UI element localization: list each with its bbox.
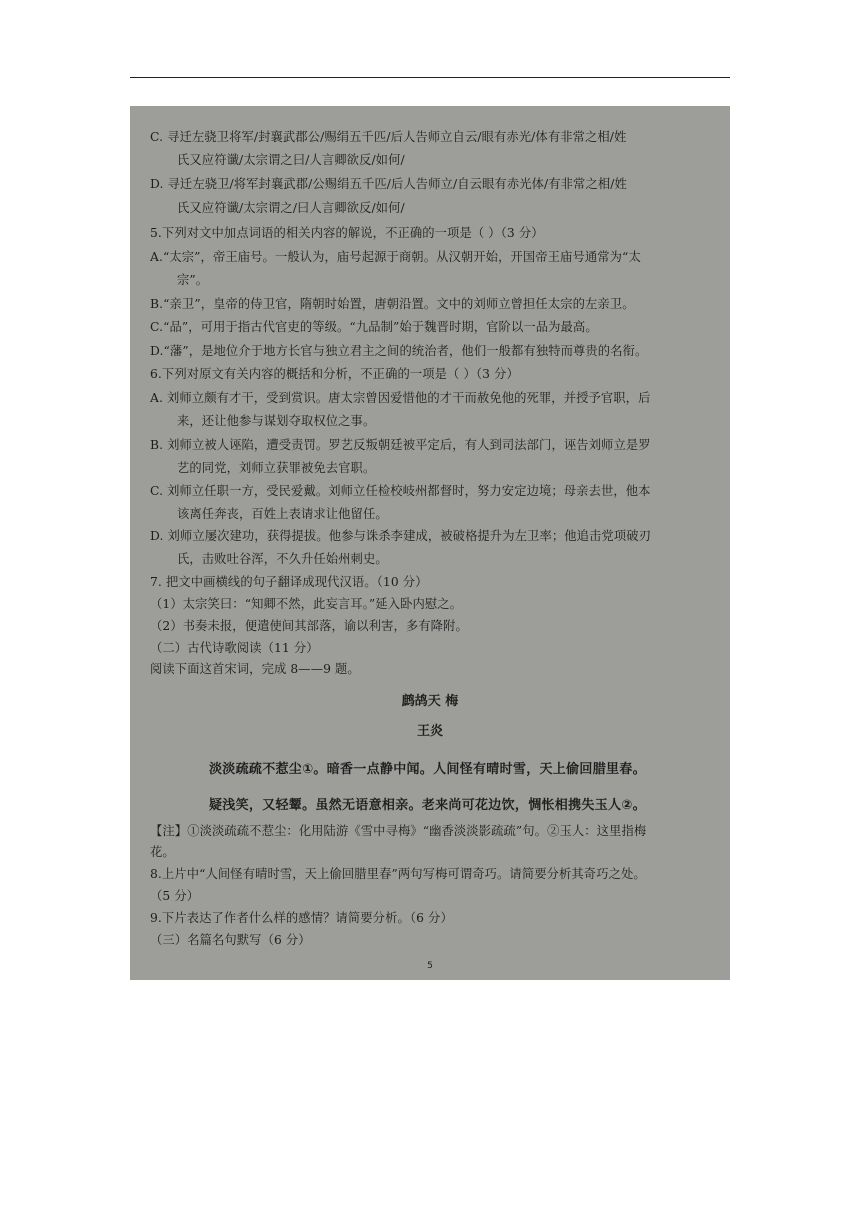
- q9: 9.下片表达了作者什么样的感情？请简要分析。（6 分）: [150, 911, 453, 925]
- section3-heading: （三）名篇名句默写（6 分）: [150, 933, 311, 947]
- q6-option-a-line2: 来，还让他参与谋划夺取权位之事。: [177, 414, 376, 428]
- q7-sentence-1: （1）太宗笑曰：“知卿不然，此妄言耳。”延入卧内慰之。: [150, 597, 463, 611]
- q6-option-c-line2: 该离任奔丧，百姓上表请求让他留任。: [177, 507, 388, 521]
- q4-option-c-line1: C. 寻迁左骁卫将军/封襄武郡公/赐绢五千匹/后人告师立自云/眼有赤光/体有非常之相/姓: [150, 130, 627, 144]
- q5-option-a-line1: A.“太宗”，帝王庙号。一般认为，庙号起源于商朝。从汉朝开始，开国帝王庙号通常为“太: [150, 250, 641, 264]
- q5-option-b: B.“亲卫”，皇帝的侍卫官，隋朝时始置，唐朝沿置。文中的刘师立曾担任太宗的左亲卫。: [150, 297, 635, 311]
- q8-line2: （5 分）: [150, 889, 200, 903]
- poem-author: 王炎: [416, 724, 443, 739]
- q6-stem: 6.下列对原文有关内容的概括和分析，不正确的一项是（ ）（3 分）: [150, 367, 519, 381]
- q6-option-d-line2: 氏，击败吐谷浑，不久升任始州刺史。: [177, 552, 388, 566]
- q8-line1: 8.上片中“人间怪有晴时雪，天上偷回腊里春”两句写梅可谓奇巧。请简要分析其奇巧之处。: [150, 867, 646, 881]
- note-line2: 花。: [150, 845, 175, 859]
- scanned-exam-page: [130, 106, 730, 980]
- q5-option-a-line2: 宗”。: [177, 273, 209, 287]
- q5-stem: 5.下列对文中加点词语的相关内容的解说，不正确的一项是（ ）（3 分）: [150, 226, 544, 240]
- q7-stem: 7. 把文中画横线的句子翻译成现代汉语。（10 分）: [150, 575, 428, 589]
- q6-option-b-line1: B. 刘师立被人诬陷，遭受责罚。罗艺反叛朝廷被平定后，有人到司法部门，诬告刘师立是罗: [150, 438, 651, 452]
- section2-instruction: 阅读下面这首宋词，完成 8——9 题。: [150, 662, 360, 676]
- q6-option-c-line1: C. 刘师立任职一方，受民爱戴。刘师立任检校岐州都督时，努力安定边境；母亲去世，他本: [150, 484, 651, 498]
- section2-heading: （二）古代诗歌阅读（11 分）: [150, 641, 319, 655]
- q6-option-b-line2: 艺的同党，刘师立获罪被免去官职。: [177, 461, 376, 475]
- q4-option-d-line2: 氏又应符谶/太宗谓之/曰人言卿欲反/如何/: [177, 201, 405, 215]
- q5-option-c: C.“品”，可用于指古代官吏的等级。“九品制”始于魏晋时期，官阶以一品为最高。: [150, 320, 598, 334]
- note-line1: 【注】①淡淡疏疏不惹尘：化用陆游《雪中寻梅》“幽香淡淡影疏疏”句。②玉人：这里指梅: [150, 824, 647, 838]
- header-rule: [130, 77, 730, 78]
- poem-line-2: 疑浅笑，又轻颦。虽然无语意相亲。老来尚可花边饮，惆怅相携失玉人②。: [209, 798, 646, 813]
- q5-option-d: D.“藩”，是地位介于地方长官与独立君主之间的统治者，他们一般都有独特而尊贵的名衔。: [150, 344, 648, 358]
- q4-option-d-line1: D. 寻迁左骁卫/将军封襄武郡/公赐绢五千匹/后人告师立/自云眼有赤光体/有非常之相/姓: [150, 177, 627, 191]
- page-number: 5: [427, 961, 433, 971]
- q7-sentence-2: （2）书奏未报，便遣使间其部落，谕以利害，多有降附。: [150, 619, 468, 633]
- poem-line-1: 淡淡疏疏不惹尘①。暗香一点静中闻。人间怪有晴时雪，天上偷回腊里春。: [209, 762, 646, 777]
- poem-title: 鹧鸪天 梅: [401, 694, 459, 709]
- q4-option-c-line2: 氏又应符谶/太宗谓之曰/人言卿欲反/如何/: [177, 153, 405, 167]
- q6-option-a-line1: A. 刘师立颇有才干，受到赏识。唐太宗曾因爱惜他的才干而赦免他的死罪，并授予官职，后: [150, 391, 651, 405]
- q6-option-d-line1: D. 刘师立屡次建功，获得提拔。他参与诛杀李建成，被破格提升为左卫率；他追击党项破刃: [150, 529, 652, 543]
